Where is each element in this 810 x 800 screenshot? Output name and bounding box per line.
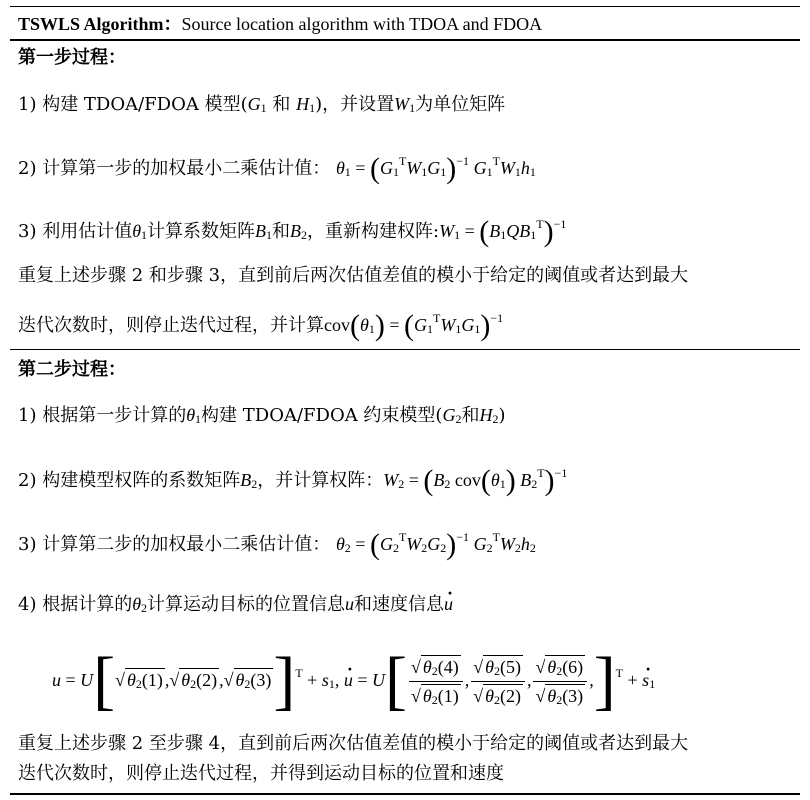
stage2-step1-text: 1) 根据第一步计算的 bbox=[18, 405, 187, 426]
stage2-step2-mid: ，并计算权阵： bbox=[257, 470, 384, 491]
stage1-step1-mid: )，并设置 bbox=[315, 94, 395, 115]
stage-divider bbox=[10, 349, 800, 350]
formula-theta2-estimate: $\theta_2 = (G_2^TW_2G_2)^{-1}$ $G_2^TW_2h_2$ bbox=[335, 528, 536, 561]
formula-theta1: $\theta_1$ bbox=[132, 221, 148, 242]
stage1-step1-text: 1) 构建 TDOA/FDOA 模型( bbox=[18, 94, 248, 115]
stage2-step2 bbox=[18, 464, 568, 497]
formula-w1: $W_1$ bbox=[394, 94, 416, 115]
stage1-step3-mid2: ，重新构建权阵: bbox=[307, 221, 440, 242]
stage2-step1 bbox=[18, 403, 505, 429]
formula-b1: $B_1$ bbox=[255, 221, 273, 242]
stage1-step2 bbox=[18, 152, 536, 185]
formula-h2: $H_2$ bbox=[479, 405, 499, 426]
stage2-step1-mid: 构建 TDOA/FDOA 约束模型( bbox=[201, 405, 443, 426]
formula-h1: $H_1$ bbox=[296, 94, 316, 115]
stage2-step1-and: 和 bbox=[461, 405, 480, 426]
stage1-step3 bbox=[18, 215, 567, 248]
stage2-step4-text: 4) 根据计算的 bbox=[18, 594, 133, 615]
formula-g1: $G_1$ bbox=[247, 94, 267, 115]
algorithm-title bbox=[18, 12, 542, 36]
stage2-step3-text: 3) 计算第二步的加权最小二乘估计值： bbox=[18, 534, 331, 555]
stage2-step1-suffix: ) bbox=[498, 405, 506, 426]
formula-theta2: $\theta_2$ bbox=[132, 594, 148, 615]
formula-theta1-s2: $\theta_1$ bbox=[186, 405, 202, 426]
formula-g2: $G_2$ bbox=[442, 405, 462, 426]
formula-b2-s2: $B_2$ bbox=[240, 470, 258, 491]
top-rule bbox=[10, 6, 800, 7]
stage2-step4-mid: 计算运动目标的位置信息 bbox=[147, 594, 346, 615]
stage1-step1-suffix: 为单位矩阵 bbox=[415, 94, 506, 115]
stage1-repeat-line1: 重复上述步骤 2 和步骤 3，直到前后两次估值差值的模小于给定的阈值或者达到最大 bbox=[18, 265, 689, 286]
formula-theta1-estimate: $\theta_1 = (G_1^TW_1G_1)^{-1}$ $G_1^TW_1h_1$ bbox=[335, 152, 536, 185]
formula-position-velocity: u = U[√ $\theta_2(1)$ ,√ $\theta_2(2)$ ,√ $\theta_2(3)]^T + s_1$, · u = U[ $\frac{√ \theta_2(4)}{√ \theta_2(1)}$ , $\frac{√ \theta_2(5)}{√ \theta_2(2)}$ , $\frac{√ \theta_2(6)}{√ \theta_2(3)}$ ,]$^T$ + · $s_1$ bbox=[52, 650, 655, 712]
stage2-heading: 第二步过程： bbox=[18, 359, 126, 380]
stage1-heading: 第一步过程： bbox=[18, 47, 126, 68]
bottom-rule bbox=[10, 793, 800, 795]
stage1-step3-text: 3) 利用估计值 bbox=[18, 221, 133, 242]
stage1-step1-and: 和 bbox=[266, 94, 297, 115]
stage2-step2-text: 2) 构建模型权阵的系数矩阵 bbox=[18, 470, 241, 491]
algorithm-name: TSWLS Algorithm： bbox=[18, 14, 182, 34]
stage1-step3-and: 和 bbox=[272, 221, 291, 242]
header-rule bbox=[10, 39, 800, 41]
stage1-repeat-line2 bbox=[18, 309, 504, 342]
stage2-step3 bbox=[18, 528, 536, 561]
formula-u-dot: · u bbox=[444, 594, 453, 614]
formula-w2: $W_2 = (B_2$ $cov(\theta_1)$ $B_2^T)^{-1}$ bbox=[383, 464, 568, 497]
stage2-step4-and: 和速度信息 bbox=[354, 594, 445, 615]
stage2-repeat-line1: 重复上述步骤 2 至步骤 4，直到前后两次估值差值的模小于给定的阈值或者达到最大 bbox=[18, 733, 689, 754]
algorithm-description: Source location algorithm with TDOA and FDOA bbox=[181, 14, 543, 34]
stage1-step1 bbox=[18, 92, 505, 118]
stage1-repeat-text: 迭代次数时，则停止迭代过程，并计算 bbox=[18, 315, 324, 336]
formula-u: u bbox=[345, 594, 355, 614]
stage2-repeat-line2: 迭代次数时，则停止迭代过程，并得到运动目标的位置和速度 bbox=[18, 763, 504, 784]
stage1-step2-text: 2) 计算第一步的加权最小二乘估计值： bbox=[18, 158, 331, 179]
stage1-step3-mid: 计算系数矩阵 bbox=[147, 221, 256, 242]
formula-w1-update: $W_1 = (B_1QB_1^T)^{-1}$ bbox=[439, 215, 567, 248]
stage2-step4 bbox=[18, 592, 453, 618]
formula-b2: $B_2$ bbox=[290, 221, 308, 242]
formula-cov-theta1: $cov(\theta_1) = (G_1^TW_1G_1)^{-1}$ bbox=[324, 309, 504, 342]
